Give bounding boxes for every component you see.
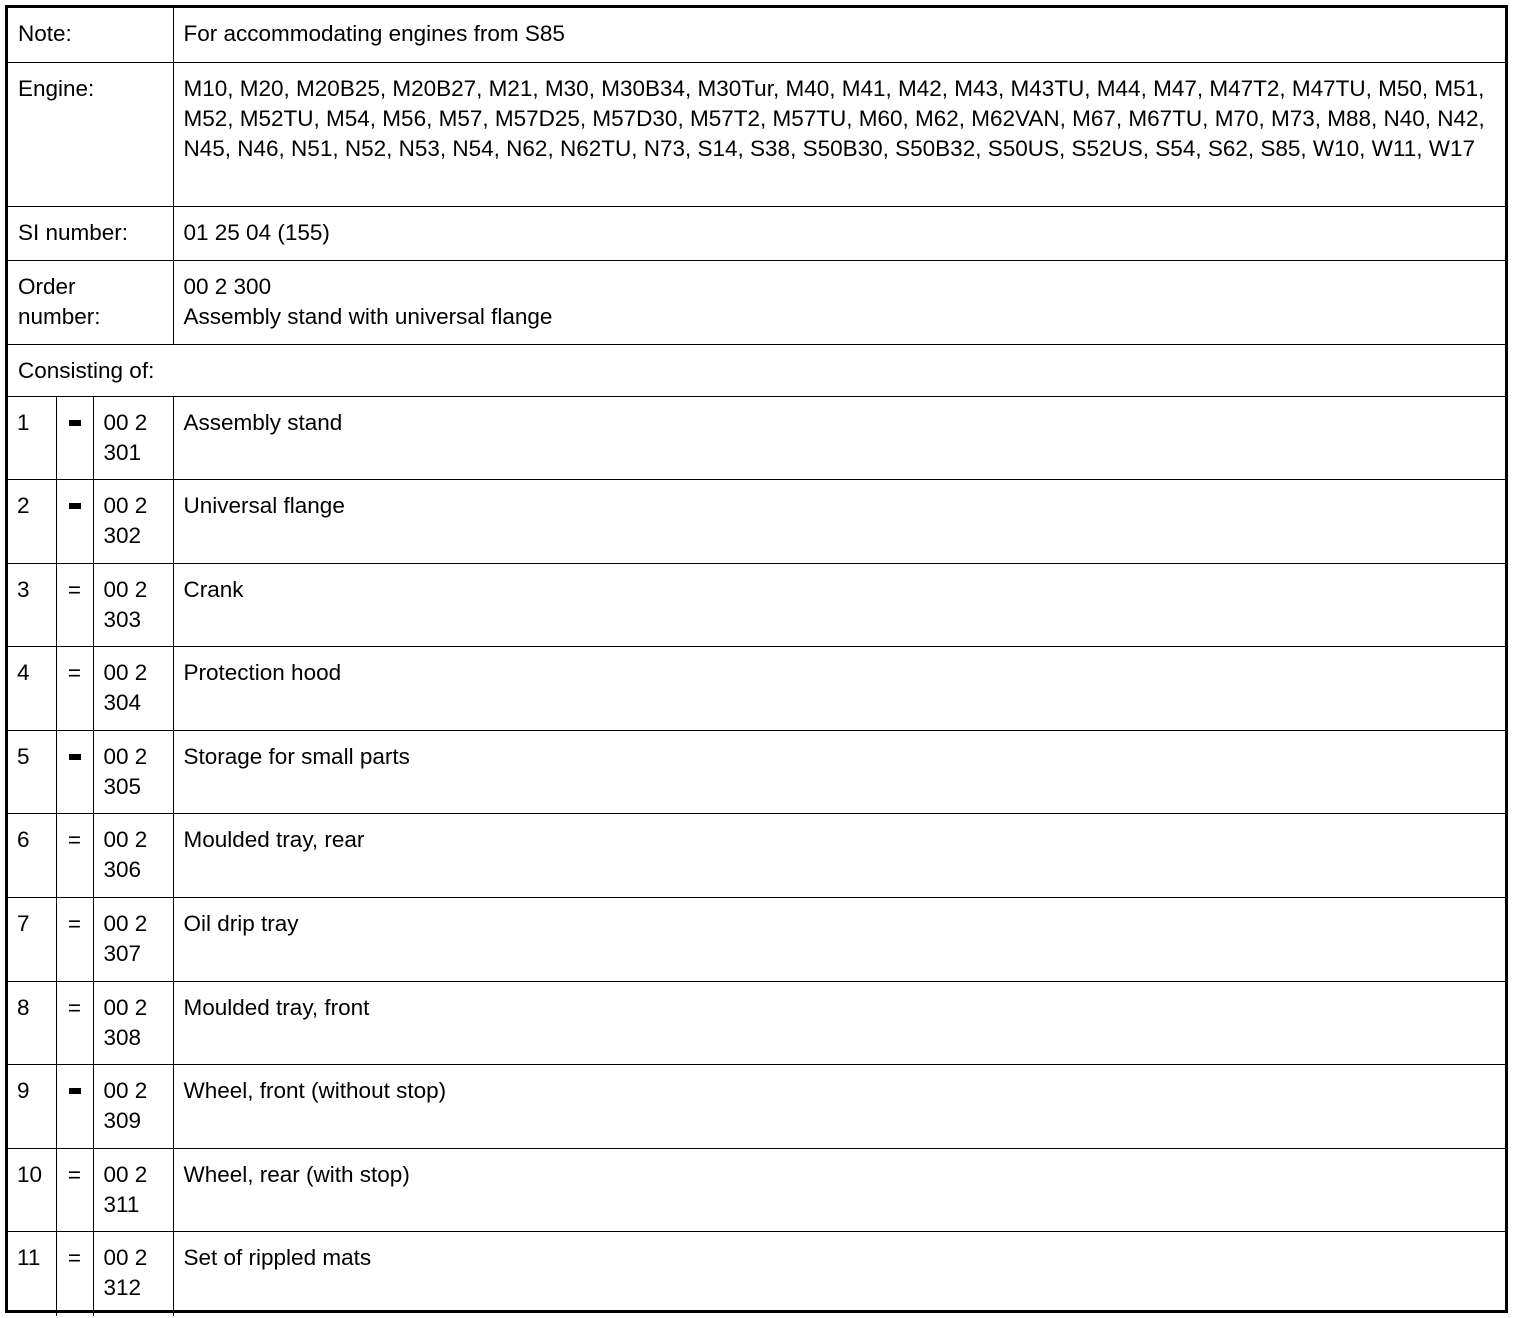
part-row (8, 647, 1505, 731)
part-description: Storage for small parts (173, 730, 1505, 814)
order-number-description: Assembly stand with universal flange (183, 303, 553, 329)
part-description: Set of rippled mats (173, 1232, 1505, 1316)
equals-sign (56, 1232, 93, 1316)
part-description: Universal flange (173, 480, 1505, 564)
part-description: Protection hood (173, 647, 1505, 731)
part-number: 1 (8, 396, 56, 480)
part-order-code (93, 1148, 173, 1232)
part-code-suffix: 301 (103, 439, 142, 465)
part-description: Oil drip tray (173, 898, 1505, 982)
note-label: Note: (8, 8, 173, 62)
consisting-of-row (8, 344, 1505, 396)
equals-bold-icon (69, 754, 81, 760)
part-row (8, 1065, 1505, 1149)
part-number: 6 (8, 814, 56, 898)
part-row (8, 814, 1505, 898)
equals-text: = (67, 994, 82, 1020)
part-code-suffix: 303 (103, 606, 142, 632)
part-code-suffix: 302 (103, 523, 142, 549)
equals-text: = (67, 911, 82, 937)
part-code-suffix: 308 (103, 1024, 142, 1050)
part-code-suffix: 305 (103, 773, 142, 799)
equals-sign (56, 396, 93, 480)
equals-sign (56, 480, 93, 564)
equals-bold-icon (69, 503, 81, 509)
part-order-code (93, 396, 173, 480)
part-description: Crank (173, 563, 1505, 647)
tool-info-table (8, 8, 1505, 1316)
note-row (8, 8, 1505, 62)
part-number: 7 (8, 898, 56, 982)
part-code-prefix: 00 2 (103, 576, 148, 602)
part-number: 9 (8, 1065, 56, 1149)
equals-bold-icon (69, 1088, 81, 1094)
part-row (8, 1232, 1505, 1316)
part-code-suffix: 309 (103, 1108, 142, 1134)
note-value: For accommodating engines from S85 (173, 8, 1505, 62)
equals-sign (56, 814, 93, 898)
part-order-code (93, 814, 173, 898)
order-label-line1: Order (18, 273, 76, 299)
equals-sign (56, 730, 93, 814)
order-number-label (8, 260, 173, 344)
order-number-code: 00 2 300 (183, 273, 272, 299)
tool-info-sheet (5, 5, 1508, 1313)
part-code-prefix: 00 2 (103, 1245, 148, 1271)
part-row (8, 563, 1505, 647)
part-description: Moulded tray, front (173, 981, 1505, 1065)
part-code-prefix: 00 2 (103, 994, 148, 1020)
part-number: 4 (8, 647, 56, 731)
si-number-value: 01 25 04 (155) (173, 206, 1505, 260)
part-code-prefix: 00 2 (103, 660, 148, 686)
equals-sign (56, 981, 93, 1065)
equals-text: = (67, 1245, 82, 1271)
si-number-row (8, 206, 1505, 260)
part-code-prefix: 00 2 (103, 827, 148, 853)
engine-label: Engine: (8, 62, 173, 206)
part-code-suffix: 304 (103, 690, 142, 716)
part-code-prefix: 00 2 (103, 409, 148, 435)
part-code-prefix: 00 2 (103, 1161, 148, 1187)
part-order-code (93, 898, 173, 982)
part-code-suffix: 312 (103, 1275, 142, 1301)
engine-row (8, 62, 1505, 206)
part-number: 5 (8, 730, 56, 814)
part-number: 8 (8, 981, 56, 1065)
equals-text: = (67, 1161, 82, 1187)
order-number-row (8, 260, 1505, 344)
part-row (8, 730, 1505, 814)
part-row (8, 1148, 1505, 1232)
part-order-code (93, 480, 173, 564)
part-order-code (93, 1232, 173, 1316)
equals-text: = (67, 576, 82, 602)
equals-sign (56, 1065, 93, 1149)
part-order-code (93, 647, 173, 731)
part-description: Assembly stand (173, 396, 1505, 480)
part-order-code (93, 981, 173, 1065)
part-code-prefix: 00 2 (103, 911, 148, 937)
equals-text: = (67, 827, 82, 853)
part-row (8, 898, 1505, 982)
part-code-prefix: 00 2 (103, 493, 148, 519)
consisting-of-label: Consisting of: (8, 344, 1505, 396)
engine-list: M10, M20, M20B25, M20B27, M21, M30, M30B34, M30Tur, M40, M41, M42, M43, M43TU, M44, M47, M47T2, M47TU, M50, M51, M52, M52TU, M54, M56, M57, M57D25, M57D30, M57T2, M57TU, M60, M62, M62VAN, M67, M67TU, M70, M73, M88, N40, N42, N45, N46, N51, N52, N53, N54, N62, N62TU, N73, S14, S38, S50B30, S50B32, S50US, S52US, S54, S62, S85, W10, W11, W17 (173, 62, 1505, 206)
part-code-prefix: 00 2 (103, 743, 148, 769)
part-description: Wheel, front (without stop) (173, 1065, 1505, 1149)
part-code-suffix: 307 (103, 941, 142, 967)
equals-bold-icon (69, 420, 81, 426)
part-number: 10 (8, 1148, 56, 1232)
order-label-line2: number: (18, 303, 101, 329)
part-code-suffix: 311 (103, 1191, 140, 1217)
part-row (8, 396, 1505, 480)
equals-sign (56, 898, 93, 982)
part-number: 11 (8, 1232, 56, 1316)
part-row (8, 981, 1505, 1065)
part-code-prefix: 00 2 (103, 1078, 148, 1104)
part-description: Wheel, rear (with stop) (173, 1148, 1505, 1232)
part-number: 3 (8, 563, 56, 647)
equals-sign (56, 563, 93, 647)
equals-text: = (67, 660, 82, 686)
part-row (8, 480, 1505, 564)
si-number-label: SI number: (8, 206, 173, 260)
part-code-suffix: 306 (103, 857, 142, 883)
part-order-code (93, 1065, 173, 1149)
order-number-value (173, 260, 1505, 344)
part-number: 2 (8, 480, 56, 564)
equals-sign (56, 1148, 93, 1232)
part-order-code (93, 563, 173, 647)
part-description: Moulded tray, rear (173, 814, 1505, 898)
equals-sign (56, 647, 93, 731)
part-order-code (93, 730, 173, 814)
